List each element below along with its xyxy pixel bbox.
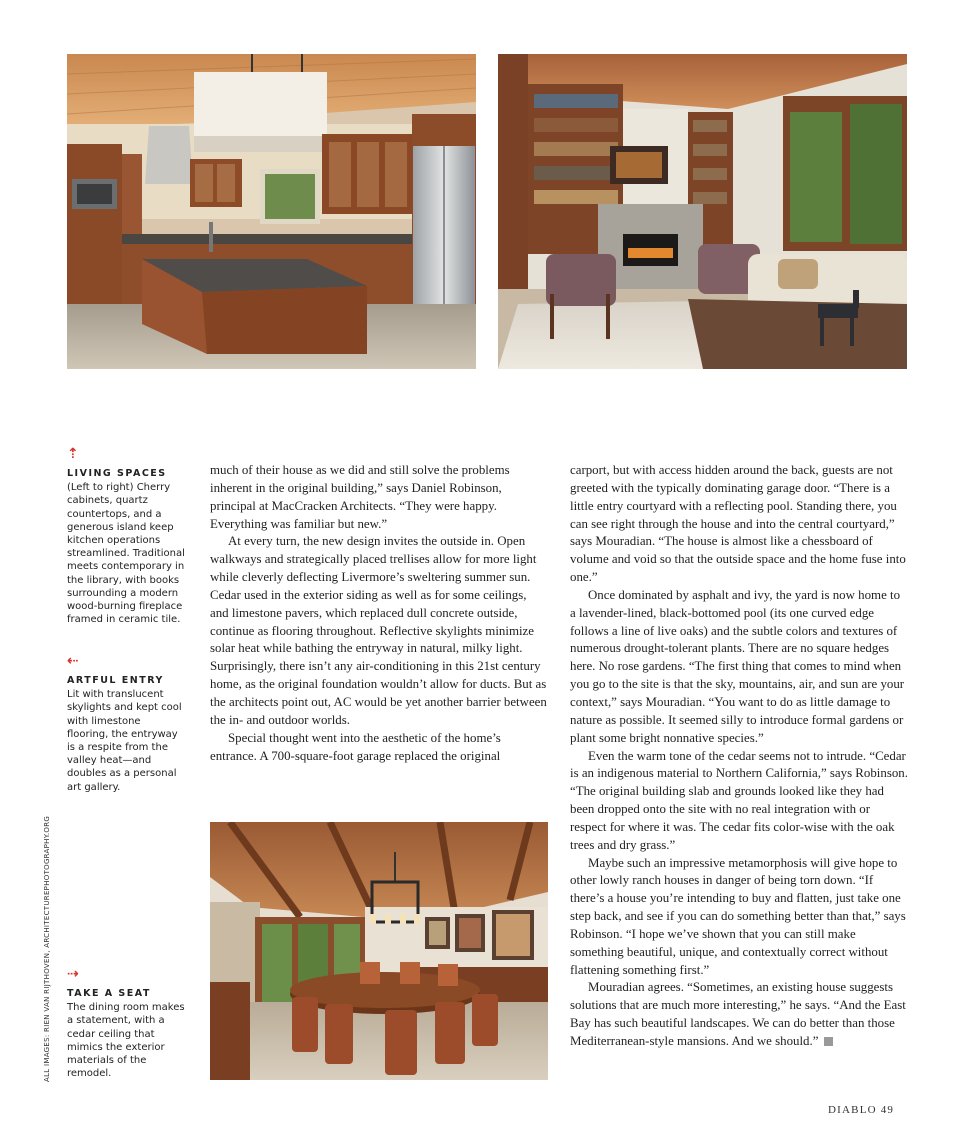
article-column-1 (210, 462, 548, 765)
paragraph: At every turn, the new design invites the outside in. Open walkways and strategically placed trellises allow for more light while cleverly deflecting Livermore’s sweltering summer sun. Cedar used in the exterior siding as well as for some ceilings, and limestone pavers, which replaced dull concrete outside, continue as flooring throughout. Reflective skylights minimize solar heat while bathing the entryway in natural, milky light. Surprisingly, there isn’t any air-conditioning in this 21st century home, as the original foundation wouldn’t allow for ducts. But as the architects point out, AC would be yet another barrier between the in- and outdoor worlds. (210, 534, 547, 727)
caption-artful-entry (67, 654, 185, 794)
paragraph-text: Mouradian agrees. “Sometimes, an existing house suggests solutions that are much more interesting,” he says. “And the East Bay has such beautiful landscapes. We can do better than those Mediterranean-style mansions. And we should.” (570, 980, 906, 1048)
article-column-2 (570, 462, 908, 1051)
paragraph-last (570, 979, 908, 1050)
page-folio: DIABLO 49 (828, 1104, 895, 1116)
caption-take-a-seat (67, 967, 185, 1080)
paragraph: Once dominated by asphalt and ivy, the yard is now home to a lavender-lined, black-bottomed pool (its one curved edge follows a line of live oaks) and the subtle colors and textures of numerous drought-tolerant plants. There are no square hedges here. No rose gardens. “The first thing that comes to mind when you go to the site is that the sky, mountains, air, and sun are your context,” says Mouradian. “You want to do as little damage to nature as possible. It seemed silly to introduce formal gardens or plant some bright nonnative species.” (570, 587, 905, 745)
caption-heading: ARTFUL ENTRY (67, 675, 164, 686)
paragraph: much of their house as we did and still solve the problems inherent in the original building,” says Daniel Robinson, principal at MacCracken Architects. “They were happy. Everything was familiar but new.” (210, 463, 510, 531)
photo-credit: ALL IMAGES: RIEN VAN RIJTHOVEN, ARCHITECTUREPHOTOGRAPHY.ORG (43, 815, 51, 1082)
caption-living-spaces (67, 447, 185, 626)
caption-text: (Left to right) Cherry cabinets, quartz countertops, and a generous island keep kitchen operations streamlined. Traditional meets contemporary in the library, with books surrounding a modern wood-burning fireplace framed in ceramic tile. (67, 482, 185, 626)
kitchen-photo (67, 54, 476, 369)
caption-heading: TAKE A SEAT (67, 988, 151, 999)
arrow-right-icon: ⇢ (67, 966, 79, 982)
library-photo (498, 54, 907, 369)
paragraph: carport, but with access hidden around the back, guests are not greeted with the typically dominating garage door. “There is a little entry courtyard with a reflecting pool. Standing there, you can see right through the house and into the central courtyard,” says Mouradian. “The house is almost like a chessboard of volume and void so that the outside space and the home fuse into one.” (570, 463, 906, 585)
caption-text: Lit with translucent skylights and kept cool with limestone flooring, the entryway is a respite from the valley heat—and doubles as a personal art gallery. (67, 689, 182, 793)
caption-text: The dining room makes a statement, with a cedar ceiling that mimics the exterior materials of the remodel. (67, 1002, 185, 1080)
end-mark-icon (824, 1037, 833, 1046)
paragraph: Maybe such an impressive metamorphosis will give hope to other lowly ranch houses in danger of being torn down. “If there’s a house you’re intending to buy and flatten, just take one step back, and see if you can do something better than that,” says Robinson. “I hope we’ve shown that you can still make something beautiful, unique, and contextually correct without flattening something first.” (570, 855, 906, 977)
paragraph: Even the warm tone of the cedar seems not to intrude. “Cedar is an indigenous material to Northern California,” says Robinson. “The original building slab and grounds looked like they had been dropped onto the site with no real integration with or respect for where it was. The cedar fits color-wise with the oak trees and dry grass.” (570, 748, 908, 852)
arrow-up-icon: ⇡ (67, 446, 79, 462)
paragraph: Special thought went into the aesthetic of the home’s entrance. A 700-square-foot garage replaced the original (210, 730, 501, 763)
arrow-left-icon: ⇠ (67, 653, 79, 669)
caption-heading: LIVING SPACES (67, 468, 167, 479)
dining-photo (210, 822, 548, 1080)
